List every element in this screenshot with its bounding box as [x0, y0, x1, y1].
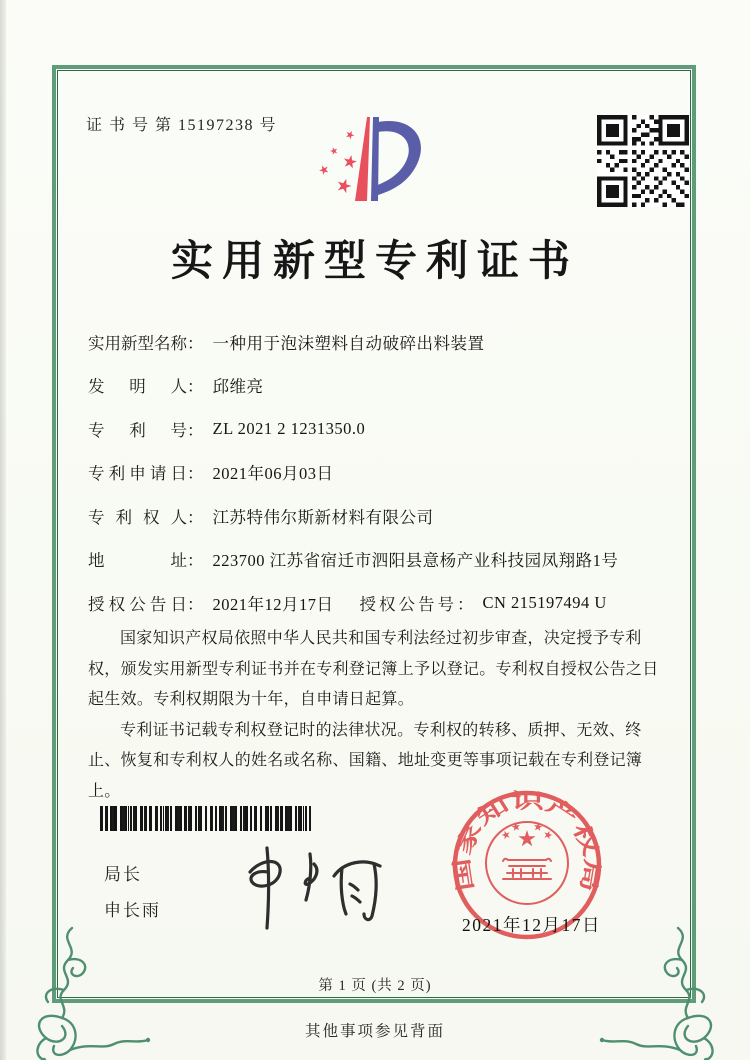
field-row-patentee	[88, 494, 674, 538]
field-label: 专利权人	[88, 507, 187, 527]
field-label: 实用新型名称	[88, 333, 187, 353]
field-row-name	[88, 320, 674, 364]
field-colon: ：	[187, 594, 204, 614]
field-value: 2021年06月03日	[212, 464, 334, 484]
field-colon: ：	[187, 377, 204, 397]
field-colon: ：	[187, 333, 204, 353]
commissioner-name: 申长雨	[104, 901, 161, 920]
field-label: 专利号	[88, 420, 187, 440]
field-row-patent-number	[88, 407, 674, 451]
page-number: 第 1 页 (共 2 页)	[318, 978, 432, 994]
field-label: 地址	[88, 551, 187, 571]
legal-text	[88, 624, 668, 807]
commissioner-title: 局长	[104, 865, 142, 884]
field-grant-number	[360, 591, 607, 615]
field-colon: ：	[457, 594, 474, 614]
commissioner-block	[104, 860, 161, 932]
field-label: 授权公告日	[88, 594, 187, 614]
field-value: 一种用于泡沫塑料自动破碎出料装置	[212, 333, 485, 353]
field-value: 邱维亮	[212, 377, 264, 397]
cnipa-logo-icon	[296, 104, 458, 232]
field-label: 发明人	[88, 377, 187, 397]
field-colon: ：	[187, 507, 204, 527]
certificate-title: 实用新型专利证书	[170, 239, 579, 285]
field-colon: ：	[187, 551, 204, 571]
field-row-grant-date	[88, 581, 674, 625]
field-row-inventor	[88, 364, 674, 408]
field-label: 专利申请日	[88, 464, 187, 484]
field-row-address	[88, 538, 674, 582]
certificate-number: 证 书 号 第 15197238 号	[86, 117, 278, 134]
barcode-icon	[100, 806, 311, 831]
field-value: CN 215197494 U	[482, 592, 607, 612]
floral-flourish-icon	[8, 926, 156, 1060]
legal-paragraph: 专利证书记载专利权登记时的法律状况。专利权的转移、质押、无效、终止、恢复和专利权人的姓名或名称、国籍、地址变更等事项记载在专利登记簿上。	[88, 721, 643, 800]
floral-flourish-icon	[594, 926, 742, 1060]
field-value: ZL 2021 2 1231350.0	[212, 418, 366, 438]
field-value: 江苏特伟尔斯新材料有限公司	[212, 507, 434, 527]
legal-paragraph: 国家知识产权局依照中华人民共和国专利法经过初步审查，决定授予专利权，颁发实用新型专利证书并在专利登记簿上予以登记。专利权自授权公告之日起生效。专利权期限为十年，自申请日起算。	[88, 630, 659, 708]
field-row-filing-date	[88, 451, 674, 495]
field-list	[88, 320, 674, 625]
field-label: 授权公告号	[359, 594, 457, 614]
field-value: 2021年12月17日	[212, 594, 334, 614]
seal-date: 2021年12月17日	[462, 915, 601, 935]
scan-edge-shadow	[0, 0, 6, 1060]
seal-ring-text: 国家知识产权局	[451, 788, 605, 893]
field-colon: ：	[187, 420, 204, 440]
field-colon: ：	[187, 464, 204, 484]
qr-code-icon	[597, 115, 689, 207]
back-note: 其他事项参见背面	[304, 1023, 445, 1040]
signature-icon	[222, 842, 400, 934]
field-value: 223700 江苏省宿迁市泗阳县意杨产业科技园凤翔路1号	[212, 551, 619, 571]
